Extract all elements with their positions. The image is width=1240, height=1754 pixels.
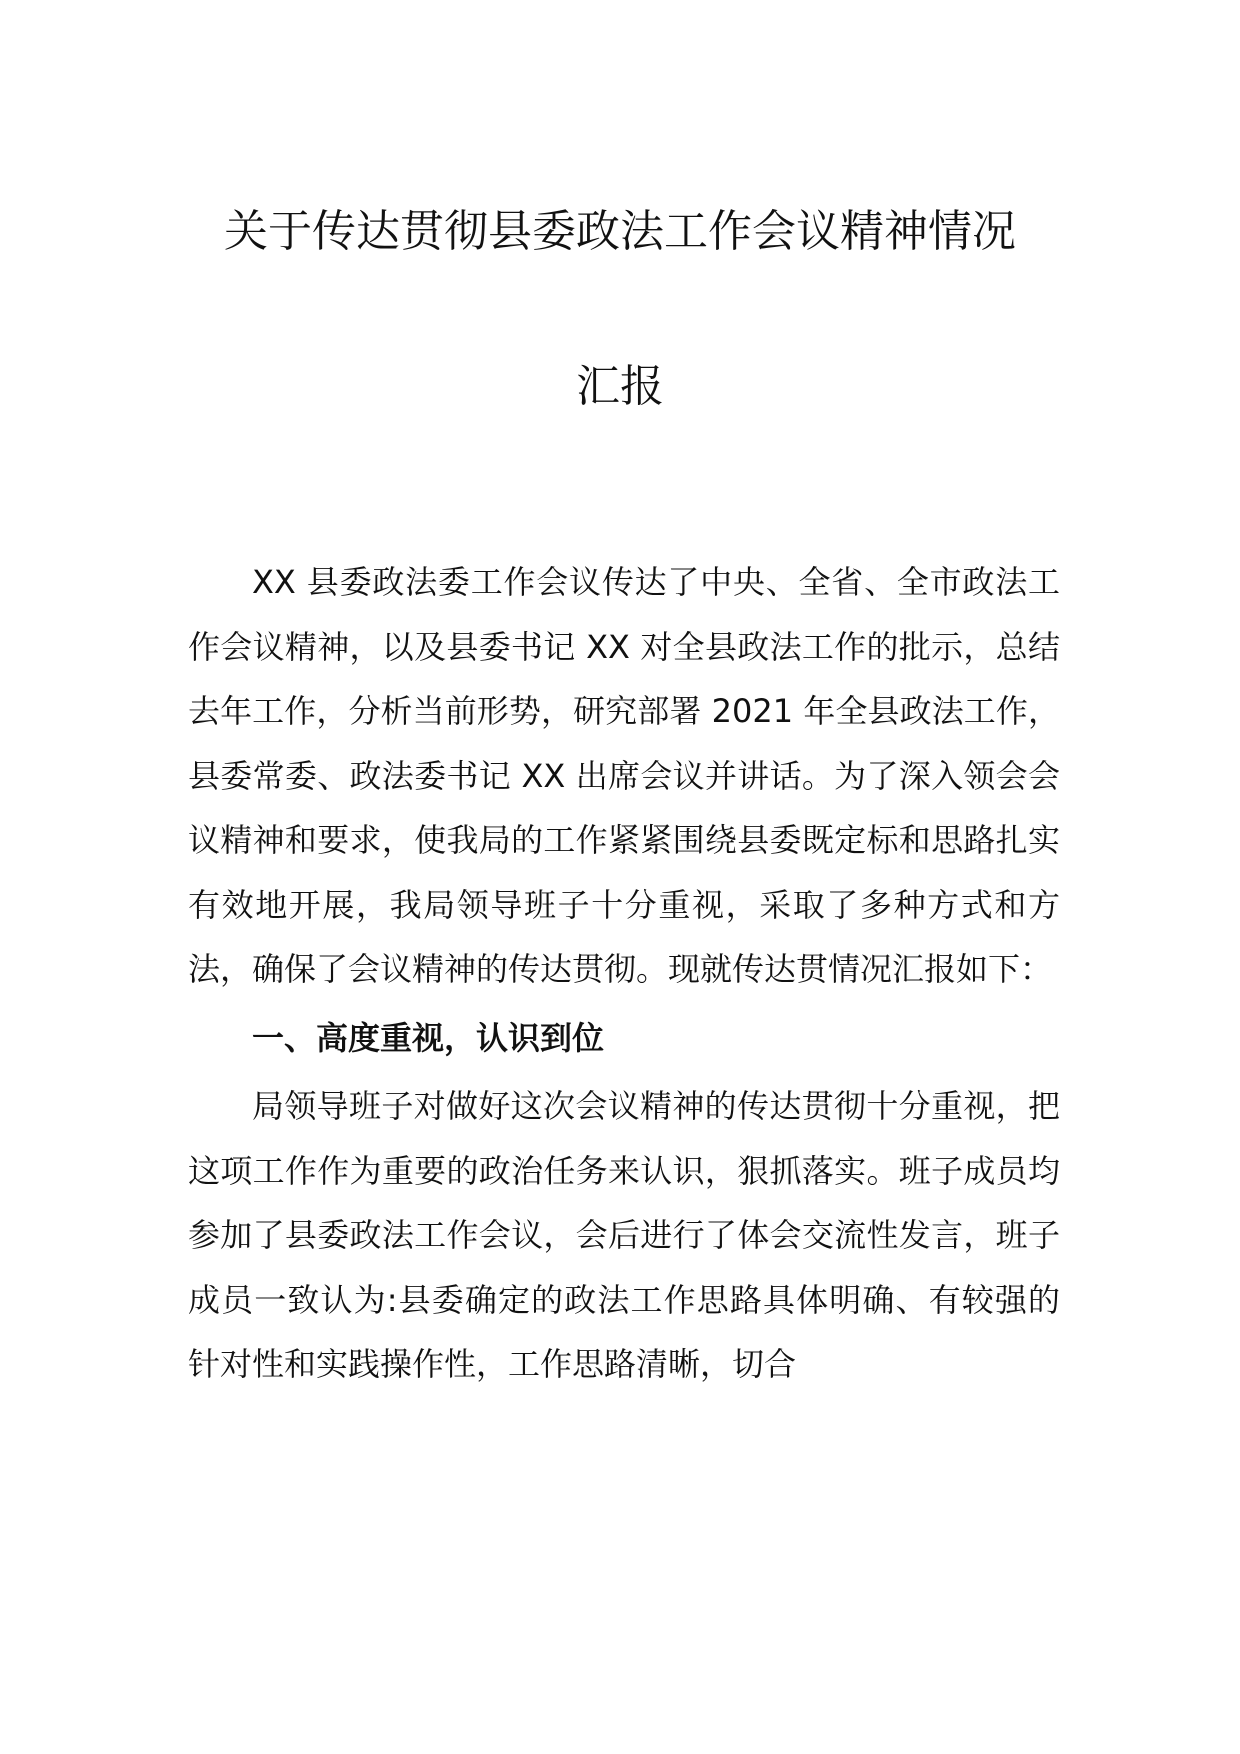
- intro-paragraph: XX 县委政法委工作会议传达了中央、全省、全市政法工作会议精神，以及县委书记 XX 对全县政法工作的批示，总结去年工作，分析当前形势，研究部署 2021 年全县政法工作，县委常委、政法委书记 XX 出席会议并讲话。为了深入领会会议精神和要求，使我局的工作紧紧围绕县委既定标和思路扎实有效地开展，我局领导班子十分重视，采取了多种方式和方法，确保了会议精神的传达贯彻。现就传达贯情况汇报如下：: [188, 563, 1060, 988]
- section-heading: 一、高度重视，认识到位: [252, 1018, 605, 1057]
- section-paragraph: 局领导班子对做好这次会议精神的传达贯彻十分重视，把这项工作作为重要的政治任务来认识，狠抓落实。班子成员均参加了县委政法工作会议，会后进行了体会交流性发言，班子成员一致认为:县委确定的政法工作思路具体明确、有较强的针对性和实践操作性，工作思路清晰，切合: [188, 1087, 1060, 1383]
- document-title-line1: 关于传达贯彻县委政法工作会议精神情况: [224, 206, 1016, 257]
- document-body: [188, 550, 1060, 1397]
- document-title-line2: 汇报: [576, 361, 664, 412]
